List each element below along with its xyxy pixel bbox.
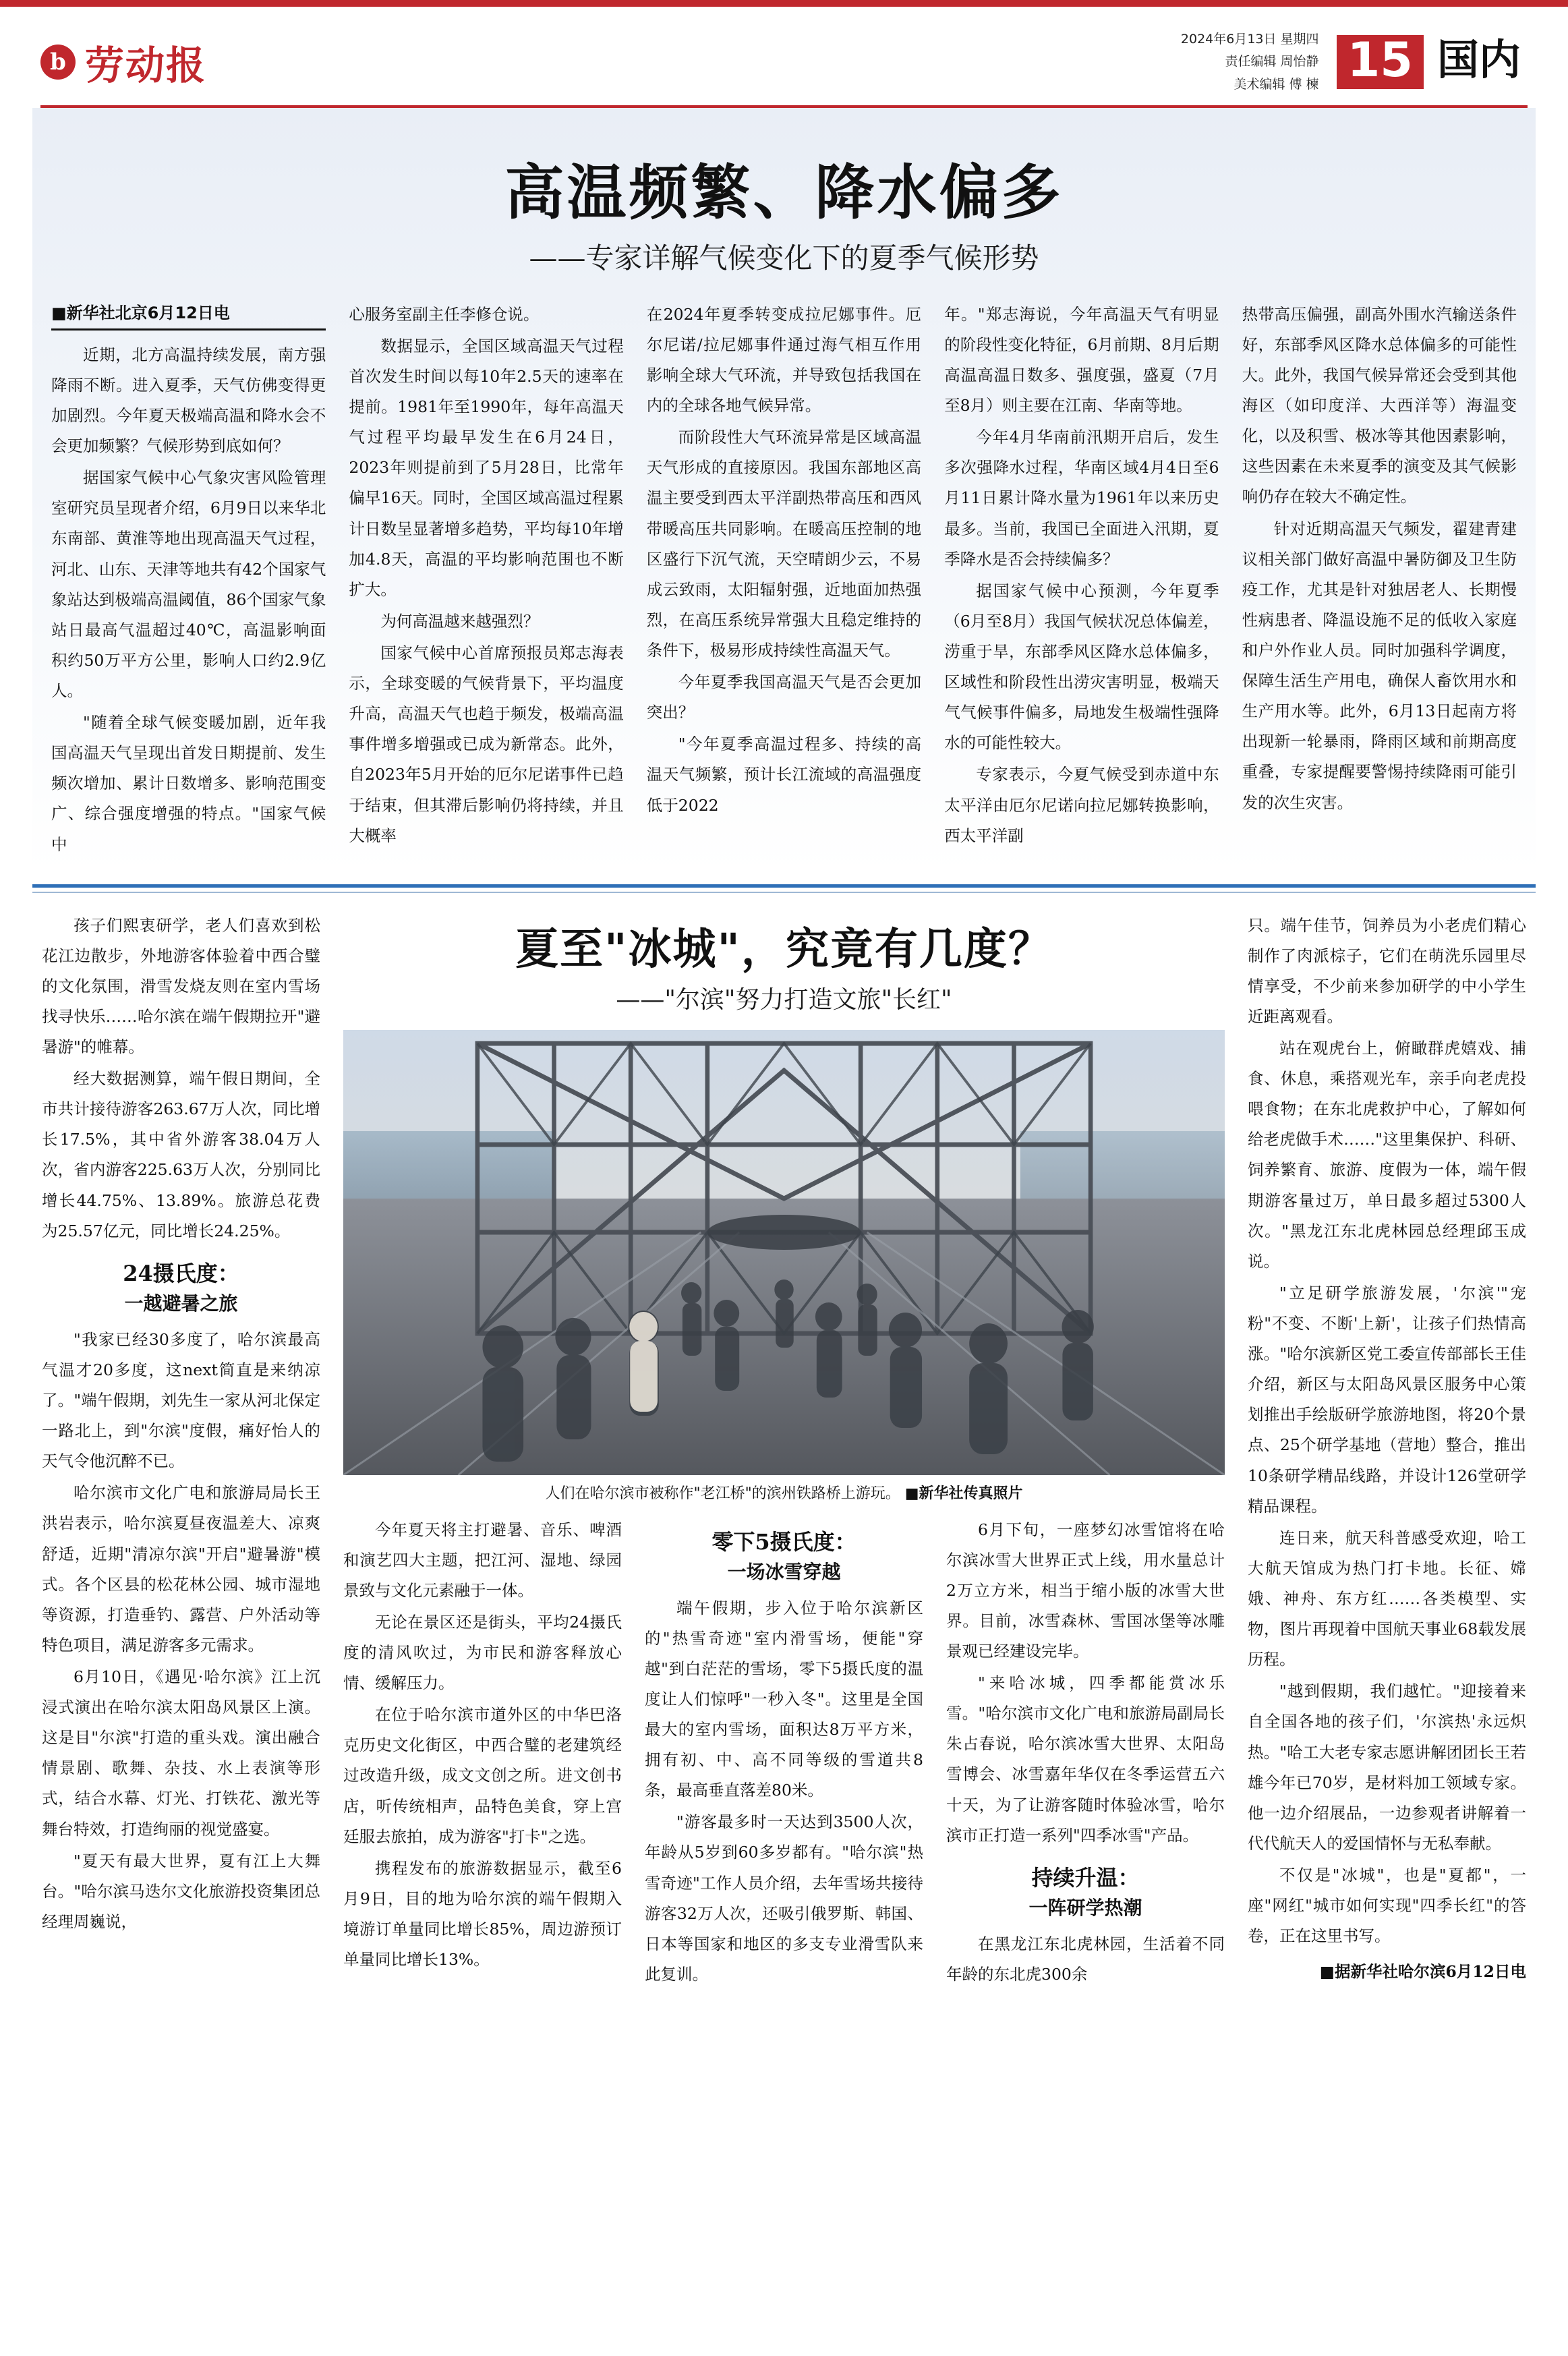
article-top [32,108,1536,873]
paragraph: 端午假期，步入位于哈尔滨新区的"热雪奇迹"室内滑雪场，便能"穿越"到白茫茫的雪场，零下5摄氏度的温度让人们惊呼"一秒入冬"。这里是全国最大的室内雪场，面积达8万平方米，拥有初、中、高不同等级的雪道共8条，最高垂直落差80米。 [645,1598,923,1800]
column-4 [944,299,1219,861]
paragraph: 不仅是"冰城"，也是"夏都"，一座"网红"城市如何实现"四季长红"的答卷，正在这里书写。 [1248,1866,1526,1946]
paragraph: 6月10日，《遇见·哈尔滨》江上沉浸式演出在哈尔滨太阳岛风景区上演。这是目"尔滨"打造的重头戏。演出融合情景剧、歌舞、杂技、水上表演等形式，结合水幕、灯光、打铁花、激光等舞台特效，打造绚丽的视觉盛宴。 [42,1667,320,1839]
article-endline: ■据新华社哈尔滨6月12日电 [1319,1962,1526,1982]
responsible-editor: 责任编辑 周怡静 [1225,54,1319,69]
art-editor: 美术编辑 傅 楝 [1233,76,1319,92]
paragraph: 而阶段性大气环流异常是区域高温天气形成的直接原因。我国东部地区高温主要受到西太平洋副热带高压和西风带暖高压共同影响。在暖高压控制的地区盛行下沉气流，天空晴朗少云，不易成云致雨，太阳辐射强，近地面加热强烈，在高压系统异常强大且稳定维持的条件下，极易形成持续性高温天气。 [646,428,922,660]
section-name: 国内 [1436,34,1521,84]
caption-credit: ■新华社传真照片 [904,1485,1023,1502]
paragraph: 心服务室副主任李修仓说。 [349,304,540,324]
page-title: 高温频繁、降水偏多 [504,156,1064,227]
paragraph: 经大数据测算，端午假日期间，全市共计接待游客263.67万人次，同比增长17.5%，其中省外游客38.04万人次，省内游客225.63万人次，分别同比增长44.75%、13.89%。旅游总花费为25.57亿元，同比增长24.25%。 [42,1069,320,1240]
newspaper-logo[interactable] [40,22,206,90]
column-3 [645,1515,923,1991]
paragraph: "我家已经30多度了，哈尔滨最高气温才20多度，这next简直是来纳凉了。"端午假期，刘先生一家从河北保定一路北上，到"尔滨"度假，痛好怡人的天气令他沉醉不已。 [42,1329,320,1471]
subheading-line1: 24摄氏度： [123,1260,239,1286]
paragraph: 据国家气候中心气象灾害风险管理室研究员呈现者介绍，6月9日以来华北东南部、黄淮等地出现高温天气过程，河北、山东、天津等地共有42个国家气象站达到极端高温阈值，86个国家气象站日最高气温超过40℃，高温影响面积约50万平方公里，影响人口约2.9亿人。 [51,468,326,700]
masthead [0,0,1568,96]
paragraph: "来哈冰城，四季都能赏冰乐雪。"哈尔滨市文化广电和旅游局副局长朱占春说，哈尔滨冰雪大世界、太阳岛雪博会、冰雪嘉年华仅在冬季运营五六十天，为了让游客随时体验冰雪，哈尔滨市正打造一系列"四季冰雪"产品。 [946,1673,1225,1845]
column-5 [1248,911,1526,1991]
paragraph: 热带高压偏强，副高外围水汽输送条件好，东部季风区降水总体偏多的可能性大。此外，我国气候异常还会受到其他海区（如印度洋、大西洋等）海温变化，以及积雪、极冰等其他因素影响，这些因素在未来夏季的演变及其气候影响仍存在较大不确定性。 [1242,304,1517,507]
paragraph: "夏天有最大世界，夏有江上大舞台。"哈尔滨马迭尔文化旅游投资集团总经理周巍说， [42,1851,320,1931]
bridge-photo-image [343,1030,1225,1475]
paragraph: "今年夏季高温过程多、持续的高温天气频繁，预计长江流域的高温强度低于2022 [646,735,922,815]
photo-caption [343,1482,1225,1503]
newspaper-title: 劳动报 [85,42,207,88]
caption-text: 人们在哈尔滨市被称作"老江桥"的滨州铁路桥上游玩。 [545,1485,900,1502]
article-photo [343,1030,1225,1475]
column-5 [1242,299,1517,861]
paragraph: "立足研学旅游发展，'尔滨'"宠粉"不变、不断'上新'，让孩子们热情高涨。"哈尔滨新区党工委宣传部部长王佳介绍，新区与太阳岛风景区服务中心策划推出手绘版研学旅游地图，将20个景点、25个研学基地（营地）整合，推出10条研学精品线路，并设计126堂研学精品课程。 [1248,1283,1526,1516]
paragraph: 哈尔滨市文化广电和旅游局局长王洪岩表示，哈尔滨夏昼夜温差大、凉爽舒适，近期"清凉尔滨"开启"避暑游"模式。各个区县的松花林公园、城市湿地等资源，打造垂钓、露营、户外活动等特色项目，满足游客多元需求。 [42,1483,320,1655]
article-bottom-subtitle: ——"尔滨"努力打造文旅"长红" [616,985,952,1014]
paragraph: 在黑龙江东北虎林园，生活着不同年龄的东北虎300余 [946,1934,1225,1984]
article-top-columns [42,299,1526,873]
paragraph: "随着全球气候变暖加剧，近年我国高温天气呈现出首发日期提前、发生频次增加、累计日数增多、影响范围变广、综合强度增强的特点。"国家气候中 [51,713,326,854]
column-2 [343,1515,622,1991]
subheading-line1: 持续升温： [1031,1864,1140,1891]
paragraph: 6月下旬，一座梦幻冰雪馆将在哈尔滨冰雪大世界正式上线，用水量总计2万立方米，相当于缩小版的冰雪大世界。目前，冰雪森林、雪国冰堡等冰雕景观已经建设完毕。 [946,1520,1225,1661]
b-logo-icon: b [40,45,76,80]
subheading-line2: 一阵研学热潮 [1028,1896,1142,1919]
article-bottom [32,893,1536,2018]
paragraph: 在2024年夏季转变成拉尼娜事件。厄尔尼诺/拉尼娜事件通过海气相互作用影响全球大气环流，并导致包括我国在内的全球各地气候异常。 [646,304,922,415]
masthead-right [1181,22,1528,96]
page-subtitle: ——专家详解气候变化下的夏季气候形势 [529,241,1039,275]
column-3 [647,299,921,861]
paragraph: 近期，北方高温持续发展，南方强降雨不断。进入夏季，天气仿佛变得更加剧烈。今年夏天极端高温和降水会不会更加频繁？气候形势到底如何？ [51,345,326,456]
paragraph: 孩子们熙衷研学，老人们喜欢到松花江边散步，外地游客体验着中西合璧的文化氛围，滑雪发烧友则在室内雪场找寻快乐……哈尔滨在端午假期拉开"避暑游"的帷幕。 [42,915,320,1057]
column-1 [42,911,320,1991]
issue-date: 2024年6月13日 星期四 [1180,32,1319,47]
paragraph: 无论在景区还是街头，平均24摄氏度的清风吹过，为市民和游客释放心情、缓解压力。 [343,1612,622,1693]
article-bottom-title: 夏至"冰城"，究竟有几度？ [515,923,1053,975]
page-indicator [1337,32,1528,89]
subheading-line2: 一场冰雪穿越 [727,1560,841,1583]
paragraph: "游客最多时一天达到3500人次，年龄从5岁到60多岁都有。"哈尔滨"热雪奇迹"工作人员介绍，去年雪场共接待游客32万人次，还吸引俄罗斯、韩国、日本等国家和地区的多支专业滑雪队来此复训。 [645,1812,923,1984]
subheading [645,1526,923,1586]
subheading-line2: 一越避暑之旅 [124,1292,238,1315]
paragraph: 国家气候中心首席预报员郑志海表示，全球变暖的气候背景下，平均温度升高，高温天气也趋于频发，极端高温事件增多增强或已成为新常态。此外，自2023年5月开始的厄尔尼诺事件已趋于结束，但其滞后影响仍将持续，并且大概率 [349,643,624,845]
column-4 [946,1515,1225,1991]
paragraph: 携程发布的旅游数据显示，截至6月9日，目的地为哈尔滨的端午假期入境游订单量同比增长85%，周边游预订单量同比增长13%。 [343,1858,622,1970]
subheading [946,1862,1225,1922]
paragraph: 今年4月华南前汛期开启后，发生多次强降水过程，华南区域4月4日至6月11日累计降水量为1961年以来历史最多。当前，我国已全面进入汛期，夏季降水是否会持续偏多？ [944,428,1219,569]
paragraph: 专家表示，今夏气候受到赤道中东太平洋由厄尔尼诺向拉尼娜转换影响，西太平洋副 [944,765,1219,845]
column-2-3 [343,911,1225,1991]
paragraph: 今年夏季我国高温天气是否会更加突出？ [646,672,922,722]
column-1 [51,299,326,861]
column-2 [349,299,623,861]
subheading [42,1257,320,1318]
page-number: 15 [1337,35,1424,89]
paragraph: 连日来，航天科普感受欢迎，哈工大航天馆成为热门打卡地。长征、嫦娥、神舟、东方红……各类模型、实物，图片再现着中国航天事业68载发展历程。 [1248,1528,1526,1669]
dateline: ■新华社北京6月12日电 [51,299,326,331]
paragraph: 据国家气候中心预测，今年夏季（6月至8月）我国气候状况总体偏差，涝重于旱，东部季风区降水总体偏多，区域性和阶段性出涝灾害明显，极端天气气候事件偏多，局地发生极端性强降水的可能性较大。 [944,581,1219,753]
paragraph: 站在观虎台上，俯瞰群虎嬉戏、捕食、休息，乘搭观光车，亲手向老虎投喂食物；在东北虎救护中心，了解如何给老虎做手术……"这里集保护、科研、饲养繁育、旅游、度假为一体，端午假期游客量过万，单日最多超过5300人次。"黑龙江东北虎林园总经理邱玉成说。 [1248,1039,1526,1271]
paragraph: 只。端午佳节，饲养员为小老虎们精心制作了肉派棕子，它们在萌洗乐园里尽情享受，不少前来参加研学的中小学生近距离观看。 [1248,915,1526,1026]
paragraph: "越到假期，我们越忙。"迎接着来自全国各地的孩子们，'尔滨热'永远炽热。"哈工大老专家志愿讲解团团长王若雄今年已70岁，是材料加工领域专家。他一边介绍展品，一边参观者讲解着一代代航天人的爱国情怀与无私奉献。 [1248,1682,1526,1853]
paragraph: 为何高温越来越强烈？ [380,611,540,631]
masthead-meta [1181,28,1319,96]
paragraph: 今年夏天将主打避暑、音乐、啤酒和演艺四大主题，把江河、湿地、绿园景致与文化元素融于一体。 [343,1520,622,1600]
subheading-line1: 零下5摄氏度： [712,1528,856,1555]
section-divider [32,884,1536,888]
paragraph: 年。"郑志海说，今年高温天气有明显的阶段性变化特征，6月前期、8月后期高温高温日数多、强度强，盛夏（7月至8月）则主要在江南、华南等地。 [944,304,1219,415]
paragraph: 数据显示，全国区域高温天气过程首次发生时间以每10年2.5天的速率在提前。1981年至1990年，每年高温天气过程平均最早发生在6月24日，2023年则提前到了5月28日，比常年偏早16天。同时，全国区域高温过程累计日数呈显著增多趋势，平均每10年增加4.8天，高温的平均影响范围也不断扩大。 [349,336,624,599]
paragraph: 针对近期高温天气频发，翟建青建议相关部门做好高温中暑防御及卫生防疫工作，尤其是针对独居老人、长期慢性病患者、降温设施不足的低收入家庭和户外作业人员。同时加强科学调度，保障生活生产用电，确保人畜饮用水和生产用水等。此外，6月13日起南方将出现新一轮暴雨，降雨区域和前期高度重叠，专家提醒要警惕持续降雨可能引发的次生灾害。 [1242,519,1517,812]
paragraph: 在位于哈尔滨市道外区的中华巴洛克历史文化街区，中西合璧的老建筑经过改造升级，成文文创之所。进文创书店，听传统相声，品特色美食，穿上宫廷服去旅拍，成为游客"打卡"之选。 [343,1705,622,1846]
